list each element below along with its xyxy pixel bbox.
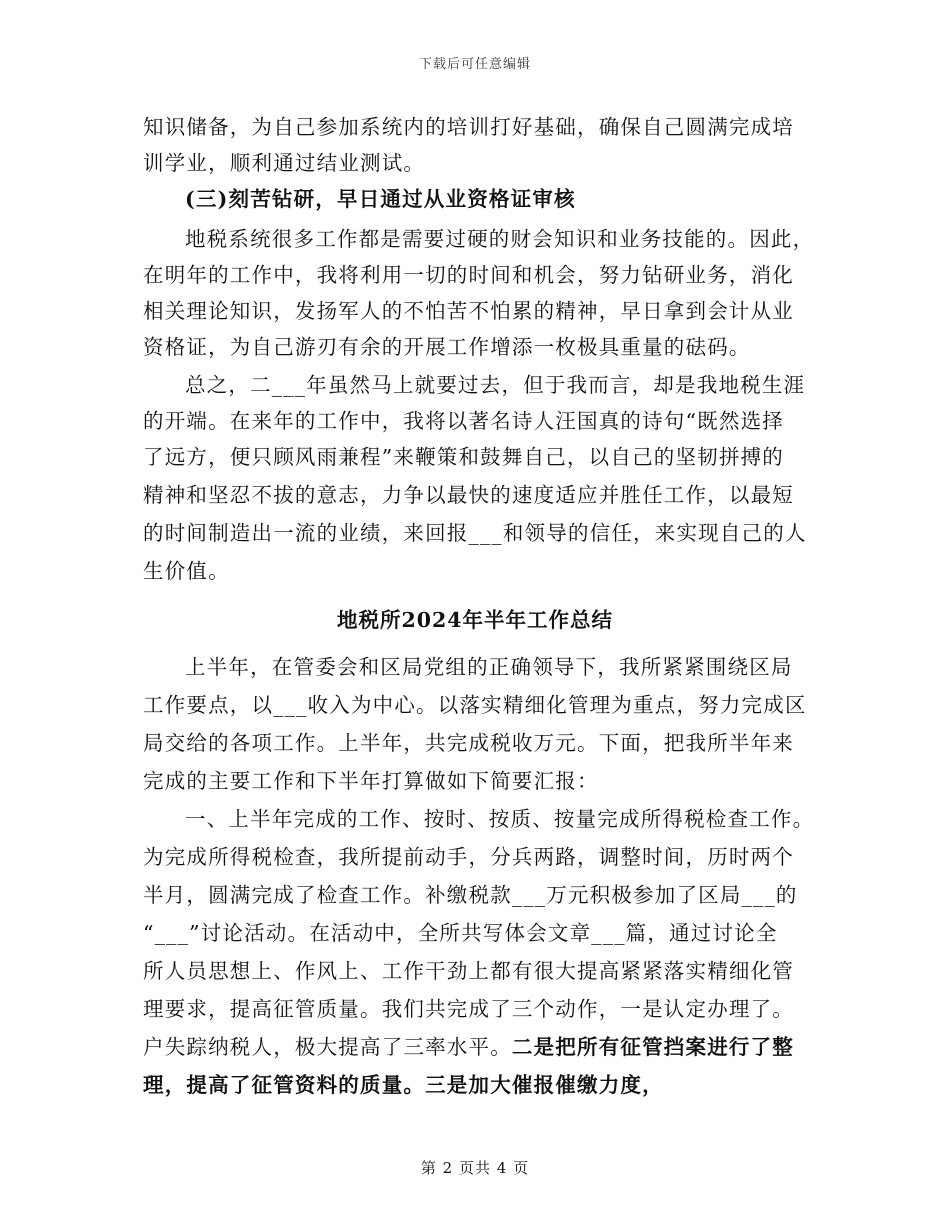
page-header: 下载后可任意编辑 (418, 57, 531, 72)
paragraph-line: 生价值。 (143, 559, 230, 583)
paragraph-line: 知识储备，为自己参加系统内的培训打好基础，确保自己圆满完成培 (143, 115, 794, 139)
paragraph-line: 局交给的各项工作。上半年，共完成税收万元。下面，把我所半年来 (143, 731, 794, 755)
page-footer: 第 2 页共 4 页 (420, 1159, 530, 1177)
paragraph-line: 一、上半年完成的工作、按时、按质、按量完成所得税检查工作。 (185, 807, 815, 831)
paragraph-line: 为完成所得税检查，我所提前动手，分兵两路，调整时间，历时两个 (143, 845, 794, 869)
paragraph-line: 所人员思想上、作风上、工作干劲上都有很大提高紧紧落实精细化管 (143, 959, 794, 983)
paragraph-line: 的开端。在来年的工作中，我将以著名诗人汪国真的诗句“既然选择 (143, 409, 784, 433)
paragraph-line: 的时间制造出一流的业绩，来回报___和领导的信任，来实现自己的人 (143, 521, 807, 545)
paragraph-line: 训学业，顺利通过结业测试。 (143, 151, 426, 175)
paragraph-line: 完成的主要工作和下半年打算做如下简要汇报： (143, 769, 599, 793)
paragraph-line: 相关理论知识，发扬军人的不怕苦不怕累的精神，早日拿到会计从业 (143, 299, 794, 323)
paragraph-line: “___”讨论活动。在活动中，全所共写体会文章___篇，通过讨论全 (143, 921, 778, 945)
section-heading: (三)刻苦钻研，早日通过从业资格证审核 (185, 187, 576, 211)
paragraph-line (143, 1030, 794, 1064)
bold-text: 二是把所有征管挡案进行了整 (511, 1035, 795, 1059)
paragraph-line: 在明年的工作中，我将利用一切的时间和机会，努力钻研业务，消化 (143, 263, 794, 287)
paragraph-line: 地税系统很多工作都是需要过硬的财会知识和业务技能的。因此， (185, 227, 815, 251)
paragraph-line: 上半年，在管委会和区局党组的正确领导下，我所紧紧围绕区局 (185, 655, 793, 679)
paragraph-line: 精神和坚忍不拔的意志，力争以最快的速度适应并胜任工作，以最短 (143, 483, 794, 507)
paragraph-line: 了远方，便只顾风雨兼程”来鞭策和鼓舞自己，以自己的坚韧拼搏的 (143, 445, 784, 469)
paragraph-line: 理要求，提高征管质量。我们共完成了三个动作，一是认定办理了。 (143, 997, 794, 1021)
paragraph-line-bold: 理，提高了征管资料的质量。三是加大催报催缴力度， (143, 1073, 664, 1097)
paragraph-line: 半月，圆满完成了检查工作。补缴税款___万元积极参加了区局___的 (143, 883, 798, 907)
paragraph-text: 户失踪纳税人，极大提高了三率水平。 (143, 1035, 512, 1059)
paragraph-line: 资格证，为自己游刃有余的开展工作增添一枚极具重量的砝码。 (143, 335, 751, 359)
paragraph-line: 总之，二___年虽然马上就要过去，但于我而言，却是我地税生涯 (185, 373, 806, 397)
document-title: 地税所2024年半年工作总结 (336, 608, 614, 632)
paragraph-line: 工作要点，以___收入为中心。以落实精细化管理为重点，努力完成区 (143, 693, 807, 717)
